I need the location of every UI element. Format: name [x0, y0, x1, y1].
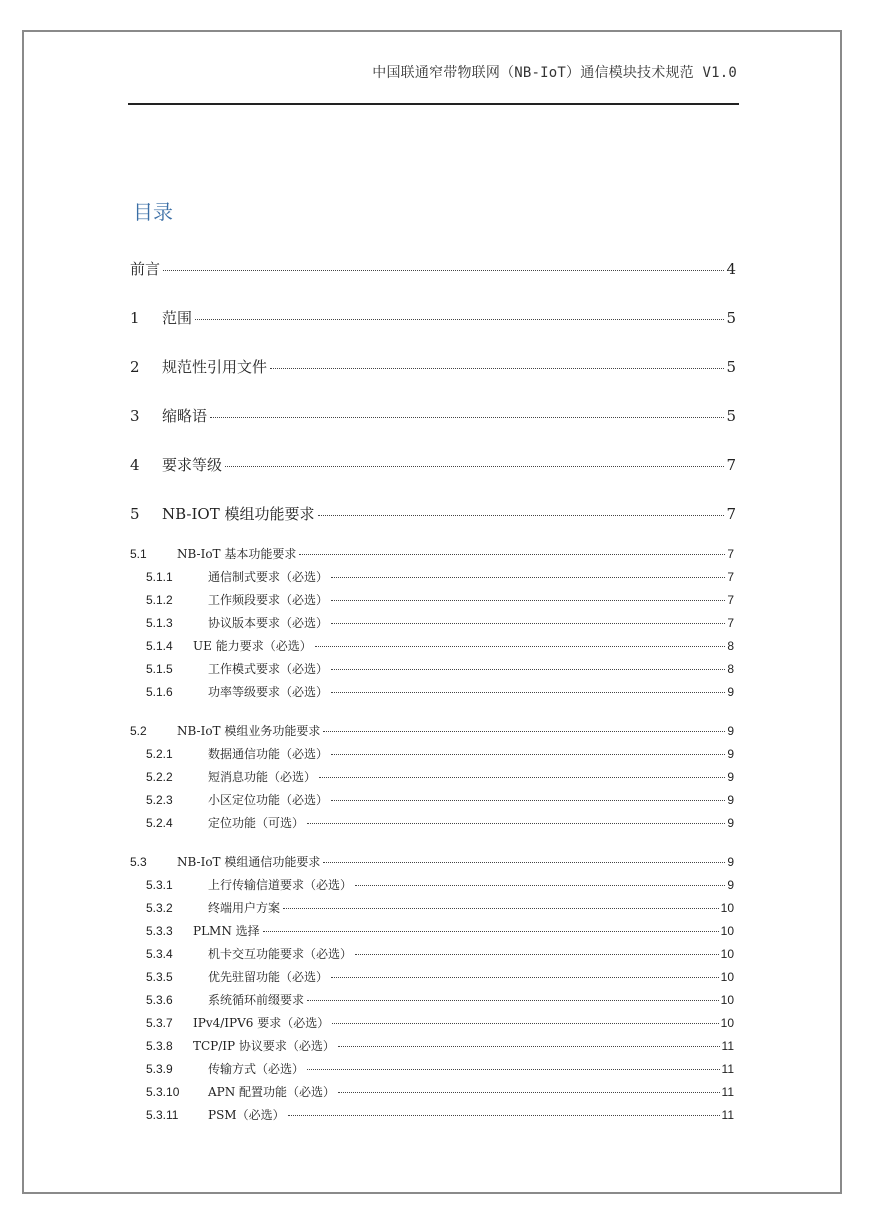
toc-entry-page-number: 10	[720, 924, 734, 938]
toc-entry-title: 工作模式要求（必选）	[208, 662, 329, 676]
toc-entry[interactable]	[146, 1106, 734, 1123]
toc-entry[interactable]	[146, 876, 734, 893]
toc-entry-page-number: 5	[726, 358, 736, 376]
toc-entry[interactable]	[130, 545, 734, 562]
toc-entry-title: NB-IoT 基本功能要求	[177, 547, 297, 561]
toc-entry[interactable]	[146, 1014, 734, 1031]
toc-leader-dots	[331, 692, 725, 693]
toc-entry-title: PLMN 选择	[193, 924, 260, 938]
toc-heading: 目录	[133, 200, 173, 224]
toc-entry-page-number: 9	[727, 816, 734, 830]
toc-entry-page-number: 10	[720, 993, 734, 1007]
toc-leader-dots	[270, 368, 724, 369]
toc-leader-dots	[355, 885, 725, 886]
toc-entry-title: IPv4/IPV6 要求（必选）	[193, 1016, 330, 1030]
toc-entry-title: 优先驻留功能（必选）	[208, 970, 329, 984]
toc-entry-page-number: 11	[721, 1062, 734, 1076]
toc-entry-page-number: 11	[721, 1108, 734, 1122]
toc-leader-dots	[195, 319, 724, 320]
toc-entry-number: 5.2.2	[146, 770, 173, 784]
toc-entry-title: APN 配置功能（必选）	[208, 1085, 336, 1099]
toc-entry[interactable]	[146, 637, 734, 654]
toc-entry-page-number: 9	[727, 747, 734, 761]
toc-leader-dots	[225, 466, 724, 467]
toc-entry-title: 功率等级要求（必选）	[208, 685, 329, 699]
toc-entry-number: 3	[130, 407, 140, 425]
toc-entry-number: 5.3.7	[146, 1016, 173, 1030]
toc-entry-page-number: 7	[727, 616, 734, 630]
toc-entry-title: 要求等级	[162, 456, 223, 474]
toc-entry[interactable]	[130, 722, 734, 739]
toc-entry-number: 5.1.3	[146, 616, 173, 630]
toc-entry[interactable]	[146, 814, 734, 831]
toc-entry-title: 小区定位功能（必选）	[208, 793, 329, 807]
toc-entry-number: 5.3.2	[146, 901, 173, 915]
toc-entry[interactable]	[130, 258, 736, 279]
toc-entry-page-number: 9	[727, 793, 734, 807]
toc-entry[interactable]	[146, 922, 734, 939]
toc-entry-page-number: 10	[720, 901, 734, 915]
toc-leader-dots	[355, 954, 719, 955]
header-divider	[128, 103, 739, 105]
toc-entry-title: 传输方式（必选）	[208, 1062, 305, 1076]
toc-leader-dots	[319, 777, 725, 778]
toc-entry-number: 5	[130, 505, 140, 523]
toc-entry-title: 规范性引用文件	[162, 358, 268, 376]
toc-leader-dots	[307, 823, 725, 824]
toc-entry-page-number: 11	[721, 1039, 734, 1053]
toc-entry-title: UE 能力要求（必选）	[193, 639, 312, 653]
toc-leader-dots	[338, 1092, 719, 1093]
toc-entry-title: NB-IoT 模组通信功能要求	[177, 855, 321, 869]
toc-entry-page-number: 7	[726, 505, 736, 523]
toc-entry[interactable]	[146, 683, 734, 700]
toc-entry-number: 5.3.5	[146, 970, 173, 984]
toc-entry[interactable]	[146, 991, 734, 1008]
toc-entry[interactable]	[130, 405, 736, 426]
toc-leader-dots	[331, 623, 725, 624]
toc-entry-page-number: 9	[727, 878, 734, 892]
toc-entry-number: 5.1	[130, 547, 147, 561]
toc-entry-page-number: 11	[721, 1085, 734, 1099]
toc-entry-title: 缩略语	[162, 407, 208, 425]
toc-entry-page-number: 10	[720, 947, 734, 961]
toc-entry[interactable]	[130, 356, 736, 377]
toc-entry[interactable]	[146, 660, 734, 677]
toc-leader-dots	[332, 1023, 718, 1024]
toc-entry-number: 5.3	[130, 855, 147, 869]
toc-entry-page-number: 8	[727, 662, 734, 676]
toc-entry-page-number: 5	[726, 407, 736, 425]
toc-entry-number: 5.3.1	[146, 878, 173, 892]
toc-entry-title: NB-IOT 模组功能要求	[162, 505, 315, 523]
toc-leader-dots	[331, 669, 725, 670]
toc-entry[interactable]	[146, 591, 734, 608]
toc-entry-page-number: 9	[727, 855, 734, 869]
toc-entry-title: 机卡交互功能要求（必选）	[208, 947, 353, 961]
document-header-title: 中国联通窄带物联网（NB-IoT）通信模块技术规范 V1.0	[372, 65, 737, 81]
toc-entry-title: 短消息功能（必选）	[208, 770, 317, 784]
toc-entry-title: 范围	[162, 309, 193, 327]
toc-leader-dots	[331, 800, 725, 801]
toc-entry-number: 5.3.11	[146, 1108, 179, 1122]
toc-leader-dots	[299, 554, 725, 555]
toc-entry-number: 4	[130, 456, 140, 474]
toc-leader-dots	[331, 577, 725, 578]
toc-entry-number: 5.3.6	[146, 993, 173, 1007]
toc-entry-page-number: 5	[726, 309, 736, 327]
toc-entry-title: 数据通信功能（必选）	[208, 747, 329, 761]
toc-leader-dots	[338, 1046, 720, 1047]
toc-entry-page-number: 7	[727, 593, 734, 607]
toc-entry[interactable]	[130, 503, 736, 524]
toc-entry-page-number: 7	[727, 570, 734, 584]
toc-entry-title: NB-IoT 模组业务功能要求	[177, 724, 321, 738]
toc-leader-dots	[331, 977, 719, 978]
toc-entry-page-number: 9	[727, 724, 734, 738]
toc-entry[interactable]	[130, 307, 736, 328]
toc-entry-title: 工作频段要求（必选）	[208, 593, 329, 607]
toc-entry[interactable]	[146, 745, 734, 762]
toc-entry[interactable]	[146, 968, 734, 985]
toc-entry[interactable]	[146, 1060, 734, 1077]
toc-leader-dots	[263, 931, 719, 932]
toc-leader-dots	[331, 600, 725, 601]
toc-entry-title: TCP/IP 协议要求（必选）	[193, 1039, 335, 1053]
toc-entry-title: 系统循环前缀要求	[208, 993, 305, 1007]
toc-entry-number: 5.2	[130, 724, 147, 738]
toc-entry-page-number: 8	[727, 639, 734, 653]
toc-entry-number: 5.1.6	[146, 685, 173, 699]
toc-leader-dots	[315, 646, 726, 647]
toc-entry-number: 2	[130, 358, 140, 376]
toc-entry-title: 上行传输信道要求（必选）	[208, 878, 353, 892]
toc-entry-page-number: 7	[727, 547, 734, 561]
toc-entry-title: PSM（必选）	[208, 1108, 285, 1122]
toc-entry-number: 5.1.4	[146, 639, 173, 653]
toc-entry-page-number: 4	[726, 260, 736, 278]
toc-entry[interactable]	[146, 945, 734, 962]
toc-entry-number: 5.2.1	[146, 747, 173, 761]
toc-entry-number: 5.3.8	[146, 1039, 173, 1053]
toc-entry-page-number: 10	[720, 970, 734, 984]
toc-leader-dots	[323, 731, 725, 732]
toc-entry-number: 5.3.4	[146, 947, 173, 961]
toc-entry-number: 5.1.5	[146, 662, 173, 676]
toc-entry[interactable]	[146, 791, 734, 808]
toc-leader-dots	[331, 754, 725, 755]
toc-entry[interactable]	[130, 454, 736, 475]
toc-entry-number: 5.2.3	[146, 793, 173, 807]
toc-entry-title: 终端用户方案	[208, 901, 281, 915]
toc-entry[interactable]	[146, 1037, 734, 1054]
toc-entry[interactable]	[146, 568, 734, 585]
toc-entry-title: 协议版本要求（必选）	[208, 616, 329, 630]
toc-entry-page-number: 10	[720, 1016, 734, 1030]
toc-entry-number: 5.1.1	[146, 570, 173, 584]
toc-leader-dots	[318, 515, 725, 516]
toc-entry-number: 5.3.10	[146, 1085, 180, 1099]
toc-entry-number: 5.3.3	[146, 924, 173, 938]
toc-entry-number: 5.3.9	[146, 1062, 173, 1076]
toc-entry-number: 1	[130, 309, 140, 327]
toc-leader-dots	[210, 417, 724, 418]
toc-entry[interactable]	[146, 899, 734, 916]
toc-leader-dots	[307, 1000, 719, 1001]
toc-entry-page-number: 7	[726, 456, 736, 474]
toc-entry-number: 5.1.2	[146, 593, 173, 607]
toc-leader-dots	[323, 862, 725, 863]
toc-entry[interactable]	[146, 614, 734, 631]
toc-entry-page-number: 9	[727, 770, 734, 784]
toc-entry-title: 前言	[130, 260, 161, 278]
toc-leader-dots	[283, 908, 719, 909]
toc-entry-title: 通信制式要求（必选）	[208, 570, 329, 584]
toc-entry-title: 定位功能（可选）	[208, 816, 305, 830]
toc-entry[interactable]	[146, 1083, 734, 1100]
toc-leader-dots	[288, 1115, 720, 1116]
toc-entry-page-number: 9	[727, 685, 734, 699]
toc-entry[interactable]	[130, 853, 734, 870]
toc-entry[interactable]	[146, 768, 734, 785]
toc-leader-dots	[163, 270, 724, 271]
toc-entry-number: 5.2.4	[146, 816, 173, 830]
toc-leader-dots	[307, 1069, 720, 1070]
